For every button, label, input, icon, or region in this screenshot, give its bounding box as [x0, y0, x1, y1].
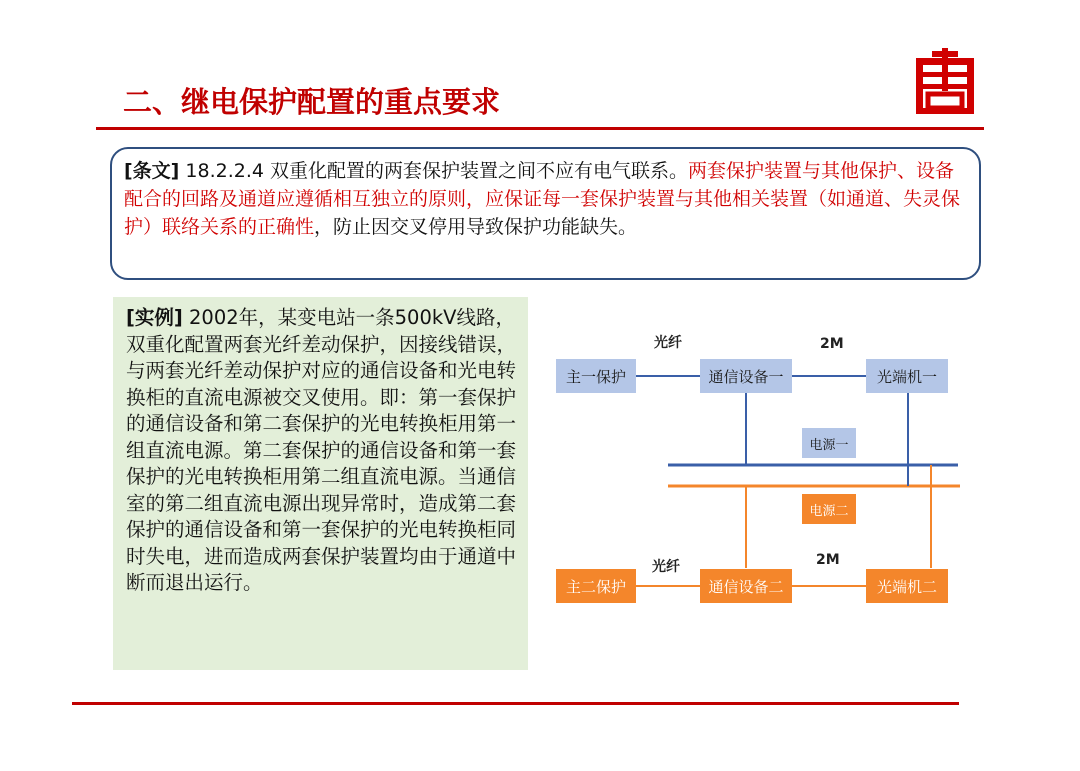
wiring-diagram	[548, 320, 968, 620]
clause-box	[110, 147, 981, 280]
label-fiber-bottom: 光纤	[652, 559, 680, 575]
logo-icon	[910, 48, 980, 118]
example-box	[113, 297, 528, 670]
node-main-protection-2: 主二保护	[556, 569, 636, 603]
footer-divider	[72, 702, 959, 705]
node-main-protection-1: 主一保护	[556, 359, 636, 393]
node-power-2: 电源二	[802, 494, 856, 524]
example-tag: [实例]	[126, 306, 183, 329]
example-text: 2002年，某变电站一条500kV线路，双重化配置两套光纤差动保护，因接线错误，与两套光纤差动保护对应的通信设备和光电转换柜的直流电源被交叉使用。即：第一套保护的通信设备和第二套保护的光电转换柜用第一组直流电源。第二套保护的通信设备和第一套保护的光电转换柜用第二组直流电源。当通信室的第二组直流电源出现异常时，造成第二套保护的通信设备和第一套保护的光电转换柜同时失电，进而造成两套保护装置均由于通道中断而退出运行。	[126, 306, 517, 594]
node-power-1: 电源一	[802, 428, 856, 458]
label-rate-top: 2M	[820, 336, 844, 352]
node-comm-device-2: 通信设备二	[700, 569, 792, 603]
header-divider	[96, 127, 984, 130]
label-rate-bottom: 2M	[816, 552, 840, 568]
clause-tag: [条文]	[124, 160, 180, 182]
clause-text-1: 18.2.2.4 双重化配置的两套保护装置之间不应有电气联系。	[179, 160, 689, 182]
label-fiber-top: 光纤	[654, 335, 682, 351]
clause-text-highlight: 两套保护装置与其他保护、设备配合的回路及通道应遵循相互独立的原则，应保证每一套保护装置与其他相关装置（如通道、失灵保护）联络关系的正确性	[124, 160, 961, 238]
clause-text-2: ，防止因交叉停用导致保护功能缺失。	[314, 216, 638, 238]
node-comm-device-1: 通信设备一	[700, 359, 792, 393]
node-optical-terminal-2: 光端机二	[866, 569, 948, 603]
node-optical-terminal-1: 光端机一	[866, 359, 948, 393]
page-title: 二、继电保护配置的重点要求	[123, 85, 501, 119]
